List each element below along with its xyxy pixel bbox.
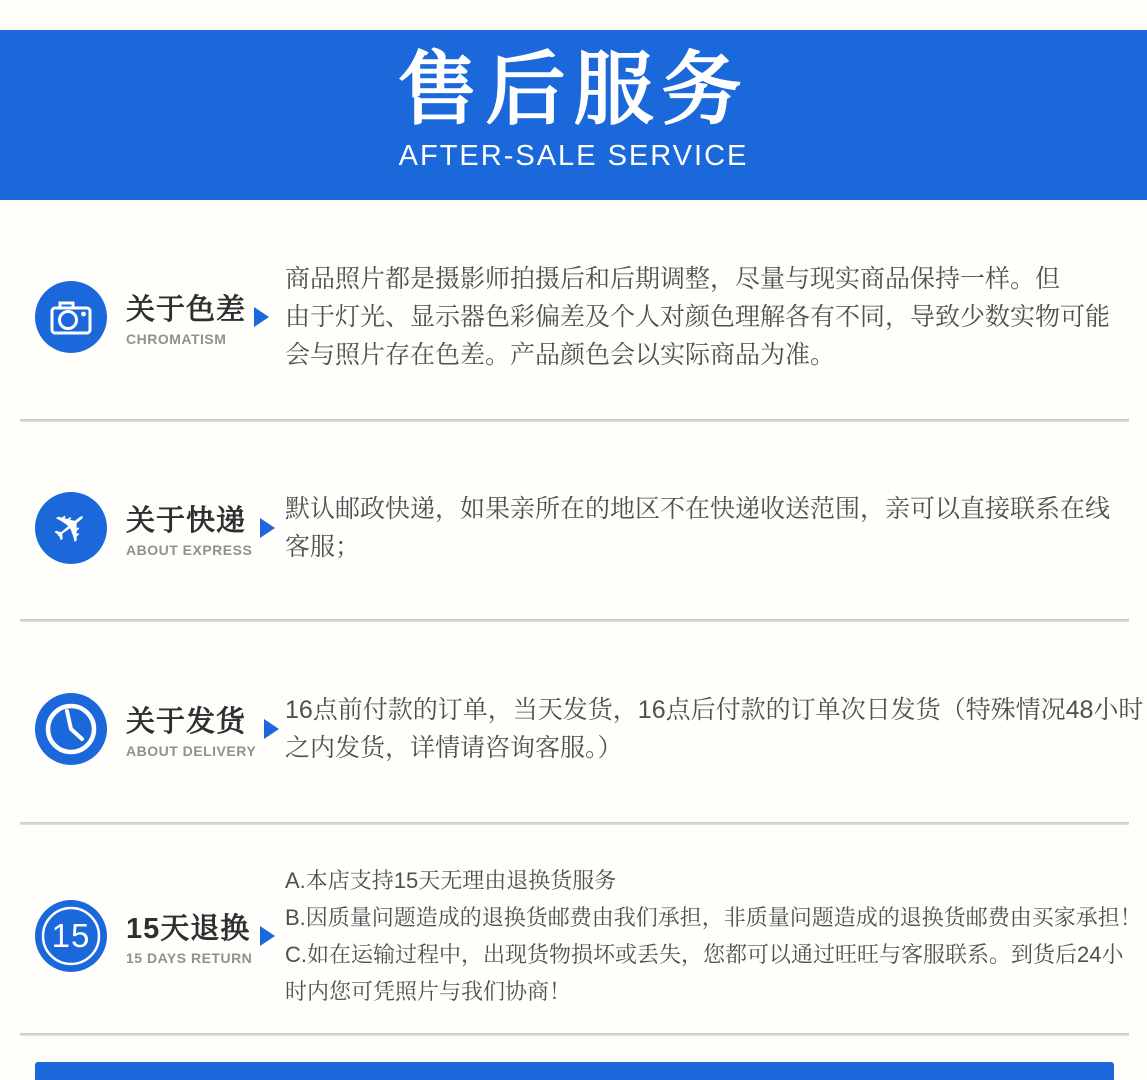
body-line: 之内发货，详情请咨询客服。） [285, 734, 623, 762]
clock-icon [35, 693, 107, 765]
section-express [0, 422, 1147, 619]
body-line: 时内您可凭照片与我们协商！ [285, 979, 572, 1004]
arrow-right-icon [254, 307, 269, 327]
body-line: 商品照片都是摄影师拍摄后和后期调整，尽量与现实商品保持一样。但 [285, 264, 1061, 293]
section-subtitle: ABOUT EXPRESS [126, 541, 253, 558]
body-line: B.因质量问题造成的退换货邮费由我们承担，非质量问题造成的退换货邮费由买家承担！ [285, 905, 1142, 930]
section-returns [0, 825, 1147, 1033]
body-line: 客服； [285, 532, 361, 561]
body-line: C.如在运输过程中，出现货物损坏或丢失，您都可以通过旺旺与客服联系。到货后24小 [285, 942, 1124, 967]
body-line: A.本店支持15天无理由退换货服务 [285, 868, 617, 893]
section-title: 关于快递 [126, 504, 247, 537]
airplane-icon: ✈ [35, 492, 107, 564]
section-subtitle: CHROMATISM [126, 330, 227, 347]
section-body [285, 862, 1142, 1010]
section-title-block [126, 906, 252, 966]
body-line: 默认邮政快递，如果亲所在的地区不在快递收送范围，亲可以直接联系在线 [285, 494, 1111, 523]
section-lead [0, 492, 285, 564]
section-delivery [0, 622, 1147, 822]
arrow-right-icon [260, 926, 275, 946]
header-banner [0, 30, 1147, 200]
body-line: 16点前付款的订单，当天发货，16点后付款的订单次日发货（特殊情况48小时 [285, 696, 1144, 724]
section-subtitle: ABOUT DELIVERY [126, 743, 257, 759]
section-body [285, 691, 1143, 767]
divider [20, 1033, 1129, 1036]
arrow-right-icon [260, 518, 275, 538]
section-lead [0, 693, 285, 765]
badge-15: 15 [51, 917, 91, 954]
section-body [285, 260, 1110, 374]
body-line: 会与照片存在色差。产品颜色会以实际商品为准。 [285, 340, 836, 369]
page-title: 售后服务 [397, 45, 750, 134]
body-line: 由于灯光、显示器色彩偏差及个人对颜色理解各有不同，导致少数实物可能 [285, 302, 1111, 331]
section-title: 关于色差 [126, 293, 247, 326]
section-title: 15天退换 [126, 913, 251, 945]
section-body [285, 490, 1110, 566]
section-title-block [126, 287, 246, 347]
section-lead [0, 900, 285, 972]
page-subtitle: AFTER-SALE SERVICE [398, 140, 749, 172]
bottom-accent-bar [35, 1062, 1114, 1080]
camera-icon [35, 281, 107, 353]
section-title: 关于发货 [126, 706, 247, 738]
15-days-icon [35, 900, 107, 972]
section-title-block [126, 699, 256, 759]
section-lead [0, 281, 285, 353]
section-title-block [126, 498, 252, 558]
arrow-right-icon [264, 719, 279, 739]
section-subtitle: 15 DAYS RETURN [126, 950, 253, 966]
section-chromatism [0, 200, 1147, 419]
